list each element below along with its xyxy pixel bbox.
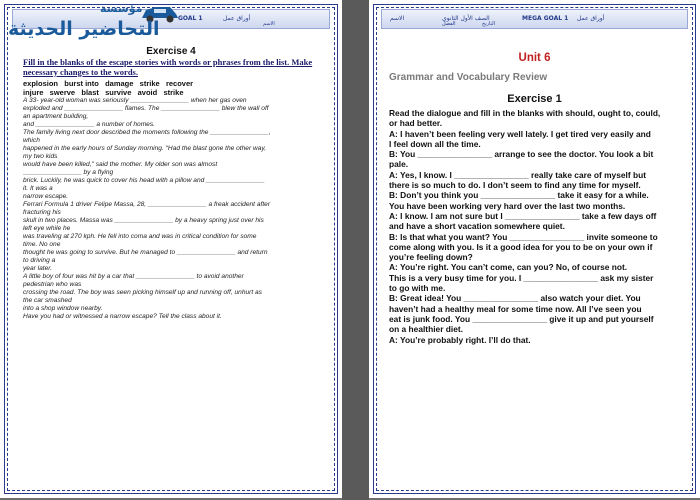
header-form: أوراق عمل [223, 15, 251, 22]
header-term: الفصل [442, 21, 456, 27]
logo-line2: التحاضير الحديثة [8, 18, 160, 40]
page-gutter [342, 0, 369, 500]
text-line: it. It was a [23, 185, 53, 192]
text-line: fracturing his [23, 209, 61, 216]
text-line: B: You ________________ arrange to see the doctor. You look a bit [389, 149, 654, 160]
dialogue-text [389, 108, 694, 345]
logo-line1: مؤسسة [100, 2, 143, 15]
text-line: skull in two places. Massa was ________________ by a heavy spring just over his [23, 217, 264, 224]
text-line: ________________ by a flying [23, 169, 114, 176]
instruction-line: Fill in the blanks of the escape stories with words or phrases from the list. Make [23, 57, 313, 67]
page-header [381, 9, 688, 29]
text-line: my two kids [23, 153, 58, 160]
header-grade: الصف الأول الثانوي [442, 15, 490, 22]
text-line: and have a short vacation somewhere quiet. [389, 221, 565, 232]
section-title: Grammar and Vocabulary Review [389, 72, 548, 83]
text-line: narrow escape. [23, 193, 69, 200]
text-line: pale. [389, 159, 409, 170]
header-date: التاريخ [482, 21, 495, 27]
text-line: Have you had or witnessed a narrow escape? Tell the class about it. [23, 313, 222, 320]
header-name: الاسم [263, 21, 275, 27]
publisher-logo [0, 0, 190, 48]
exercise-instruction [23, 58, 323, 77]
text-line: or had better. [389, 118, 443, 129]
exercise-text [23, 97, 321, 321]
text-line: happened in the early hours of Sunday morning. "Had the blast gone the other way, [23, 145, 267, 152]
exercise-title: Exercise 1 [507, 93, 562, 105]
text-line: B: Is that what you want? You ________________ invite someone to [389, 231, 658, 242]
text-line: A little boy of four was hit by a car that ________________ to avoid another [23, 273, 244, 280]
text-line: left eye while he [23, 225, 71, 232]
worksheet-page-left [0, 0, 342, 498]
text-line: the car smashed [23, 297, 72, 304]
text-line: exploded and ________________ flames. The ________________ blew the wall off [23, 105, 269, 112]
header-name: الاسم [390, 15, 405, 22]
text-line: to driving a [23, 257, 56, 264]
text-line: eat is junk food. You ________________ give it up and put yourself [389, 313, 654, 324]
text-line: B: Don’t you think you ________________ take it easy for a while. [389, 190, 649, 201]
word-list-row: explosion burst into damage strike recover [23, 79, 194, 88]
text-line: A: I haven’t been feeling very well lately. I get tired very easily and [389, 128, 651, 139]
text-line: thought he was going to survive. But he managed to ________________ and return [23, 249, 268, 256]
text-line: A: You’re right. You can’t come, can you? No, of course not. [389, 262, 628, 273]
text-line: You have been working very hard over the last two months. [389, 200, 626, 211]
exercise-title: Exercise 4 [146, 46, 196, 57]
text-line: into a shop window nearby. [23, 305, 103, 312]
text-line: A: You’re probably right. I’ll do that. [389, 334, 531, 345]
text-line: an apartment building, [23, 113, 89, 120]
text-line: haven’t had a healthy meal for some time now. All I’ve seen you [389, 303, 642, 314]
text-line: to go with me. [389, 283, 446, 294]
text-line: This is a very busy time for you. I ________________ ask my sister [389, 272, 654, 283]
text-line: I feel down all the time. [389, 138, 481, 149]
text-line: you’re feeling down? [389, 252, 473, 263]
text-line: and ________________ a number of homes. [23, 121, 155, 128]
word-list-row: injure swerve blast survive avoid strike [23, 88, 184, 97]
text-line: time. No one [23, 241, 61, 248]
text-line: would have been killed," said the mother. My older son was almost [23, 161, 218, 168]
text-line: The family living next door described the moments following the ________________, [23, 129, 271, 136]
text-line: A: Yes, I know. I ________________ really take care of myself but [389, 169, 646, 180]
text-line: come along with you. Is it a good idea for you to be on your own if [389, 241, 653, 252]
header-book: GOAL 1 [178, 15, 203, 22]
text-line: Read the dialogue and fill in the blanks with should, ought to, could, [389, 108, 661, 118]
text-line: year later. [23, 265, 53, 272]
text-line: B: Great idea! You ________________ also watch your diet. You [389, 293, 641, 304]
text-line: A 33- year-old woman was seriously ________________ when her gas oven [23, 97, 247, 104]
text-line: brick. Luckily, he was quick to cover his head with a pillow and ________________ [23, 177, 265, 184]
text-line: crossing the road. The boy was seen picking himself up and running off, unhurt as [23, 289, 262, 296]
header-book: MEGA GOAL 1 [522, 15, 569, 22]
text-line: Ferrari Formula 1 driver Felipe Massa, 28, ________________ a freak accident after [23, 201, 271, 208]
text-line: was traveling at 270 kph. He fell into coma and was in critical condition for some [23, 233, 257, 240]
text-line: pedestrian who was [23, 281, 82, 288]
text-line: A: I know. I am not sure but I ________________ take a few days off [389, 210, 657, 221]
text-line: there is so much to do. I don’t seem to find any time for myself. [389, 180, 641, 191]
text-line: which [23, 137, 40, 144]
header-form: أوراق عمل [577, 15, 605, 22]
text-line: on a healthier diet. [389, 324, 463, 335]
unit-title: Unit 6 [518, 52, 551, 64]
instruction-line: necessary changes to the words. [23, 66, 138, 77]
